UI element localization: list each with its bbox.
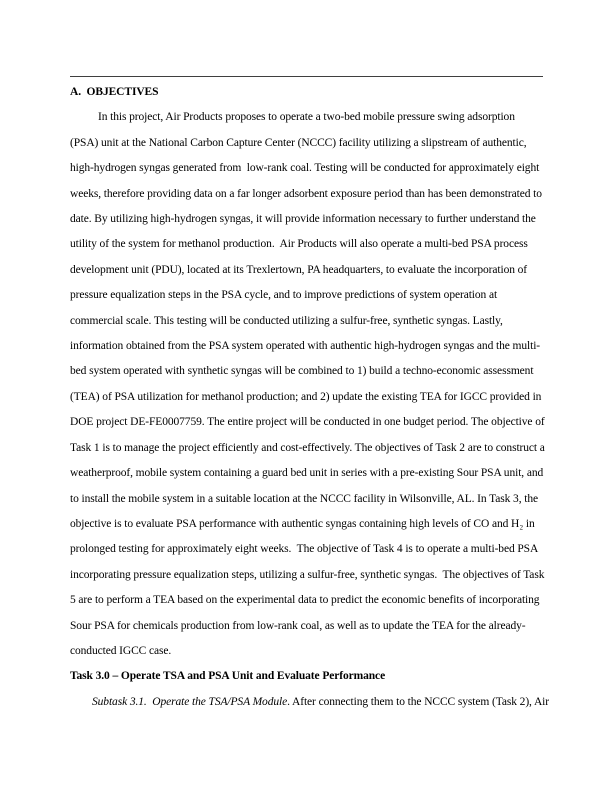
paragraph-line: (TEA) of PSA utilization for methanol production; and 2) update the existing TEA for IGCC provided in (70, 390, 542, 403)
paragraph-line: pressure equalization steps in the PSA cycle, and to improve predictions of system operation at (70, 289, 498, 302)
subtask-line (70, 690, 549, 715)
paragraph-line: high-hydrogen syngas generated from low-rank coal. Testing will be conducted for approximately eight (70, 162, 540, 175)
paragraph-line: development unit (PDU), located at its Trexlertown, PA headquarters, to evaluate the incorporation of (70, 263, 528, 276)
subtask-text: . After connecting them to the NCCC system (Task 2), Air (287, 695, 549, 708)
subtask-title: Subtask 3.1. Operate the TSA/PSA Module (92, 695, 288, 708)
header-rule (70, 76, 543, 77)
paragraph-line: utility of the system for methanol production. Air Products will also operate a multi-bed PSA process (70, 238, 528, 251)
paragraph-line: information obtained from the PSA system operated with authentic high-hydrogen syngas and the multi- (70, 340, 541, 353)
paragraph-line: weatherproof, mobile system containing a guard bed unit in series with a pre-existing Sour PSA unit, and (70, 467, 544, 480)
paragraph-line: 5 are to perform a TEA based on the experimental data to predict the economic benefits of incorporating (70, 594, 540, 607)
paragraph-line: DOE project DE-FE0007759. The entire project will be conducted in one budget period. The objective of (70, 416, 545, 429)
paragraph-line: In this project, Air Products proposes to operate a two-bed mobile pressure swing adsorption (98, 111, 515, 124)
paragraph-line: bed system operated with synthetic syngas will be combined to 1) build a techno-economic assessment (70, 365, 534, 378)
paragraph-line: Task 1 is to manage the project efficiently and cost-effectively. The objectives of Task 2 are to construct a (70, 441, 545, 454)
paragraph-line: conducted IGCC case. (70, 644, 172, 657)
paragraph-line: objective is to evaluate PSA performance with authentic syngas containing high levels of CO and H₂ in (70, 517, 535, 530)
paragraph-line: Sour PSA for chemicals production from low-rank coal, as well as to update the TEA for the already- (70, 619, 526, 632)
paragraph-line: prolonged testing for approximately eight weeks. The objective of Task 4 is to operate a multi-bed PSA (70, 543, 539, 556)
page-content (70, 76, 549, 715)
paragraph-line: commercial scale. This testing will be conducted utilizing a sulfur-free, synthetic syngas. Lastly, (70, 314, 503, 327)
paragraph-line: date. By utilizing high-hydrogen syngas, it will provide information necessary to further understand the (70, 213, 536, 226)
paragraph-line: (PSA) unit at the National Carbon Capture Center (NCCC) facility utilizing a slipstream of authentic, (70, 136, 527, 149)
task-heading: Task 3.0 – Operate TSA and PSA Unit and Evaluate Performance (70, 670, 386, 683)
paragraph-line: to install the mobile system in a suitable location at the NCCC facility in Wilsonville, AL. In Task 3, the (70, 492, 538, 505)
paragraph-line: incorporating pressure equalization steps, utilizing a sulfur-free, synthetic syngas. The objectives of Task (70, 568, 545, 581)
paragraph-line: weeks, therefore providing data on a far longer adsorbent exposure period than has been demonstrated to (70, 187, 542, 200)
section-heading: A. OBJECTIVES (70, 86, 159, 98)
